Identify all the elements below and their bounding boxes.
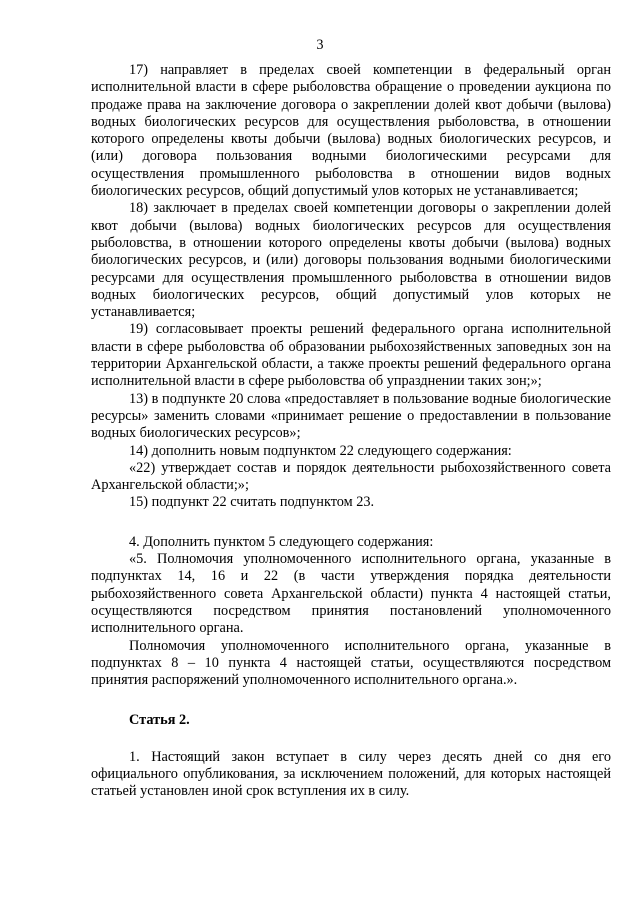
paragraph-item-17: 17) направляет в пределах своей компетенции в федеральный орган исполнительной власти в сфере рыболовства обращение о проведении аукциона по продаже права на заключение договора о закреплении долей квот добычи (вылова) водных биологических ресурсов для осуществления рыболовства, в отношении которого определены квоты добычи (вылова) водных биологических ресурсов, и (или) договора пользования водными биологическими ресурсами для осуществления промышленного рыболовства в отношении видов водных биологических ресурсов, общий допустимый улов которых не устанавливается; [91,62,611,200]
spacer [91,730,611,749]
paragraph-quote-22: «22) утверждает состав и порядок деятельности рыбохозяйственного совета Архангельской области;»; [91,459,611,494]
paragraph-article2-point-1: 1. Настоящий закон вступает в силу через десять дней со дня его официального опубликования, за исключением положений, для которых настоящей статьей установлен иной срок вступления их в силу. [91,748,611,800]
spacer [91,689,611,712]
paragraph-point-4: 4. Дополнить пунктом 5 следующего содержания: [129,533,434,550]
paragraph-amendment-13: 13) в подпункте 20 слова «предоставляет в пользование водные биологические ресурсы» заменить словами «принимает решение о предоставлении в пользование водных биологических ресурсов»; [91,390,611,442]
paragraph-item-19: 19) согласовывает проекты решений федерального органа исполнительной власти в сфере рыболовства об образовании рыбохозяйственных заповедных зон на территории Архангельской области, а также проекты решений федерального органа исполнительной власти в сфере рыболовства об упразднении таких зон;»; [91,321,611,390]
paragraph-powers: Полномочия уполномоченного исполнительного органа, указанные в подпунктах 8 – 10 пункта 4 настоящей статьи, осуществляются посредством принятия распоряжений уполномоченного исполнительного органа.». [91,637,611,689]
paragraph-amendment-14: 14) дополнить новым подпунктом 22 следующего содержания: [129,442,512,459]
paragraph-amendment-15: 15) подпункт 22 считать подпунктом 23. [129,494,375,511]
paragraph-quote-5: «5. Полномочия уполномоченного исполнительного органа, указанные в подпунктах 14, 16 и 22 (в части утверждения порядка деятельности рыбохозяйственного совета Архангельской области) пункта 4 настоящей статьи, осуществляются посредством принятия постановлений уполномоченного исполнительного органа. [91,551,611,637]
article-heading: Статья 2. [129,712,190,729]
document-body [91,62,611,801]
spacer [91,512,611,534]
paragraph-item-18: 18) заключает в пределах своей компетенции договоры о закреплении долей квот добычи (вылова) водных биологических ресурсов для осуществления рыболовства, в отношении которого определены квоты добычи (вылова) водных биологических ресурсов, и (или) договоры пользования водными биологическими ресурсами для осуществления промышленного рыболовства в отношении видов водных биологических ресурсов, общий допустимый улов которых не устанавливается; [91,200,611,321]
page-number: 3 [316,37,324,53]
